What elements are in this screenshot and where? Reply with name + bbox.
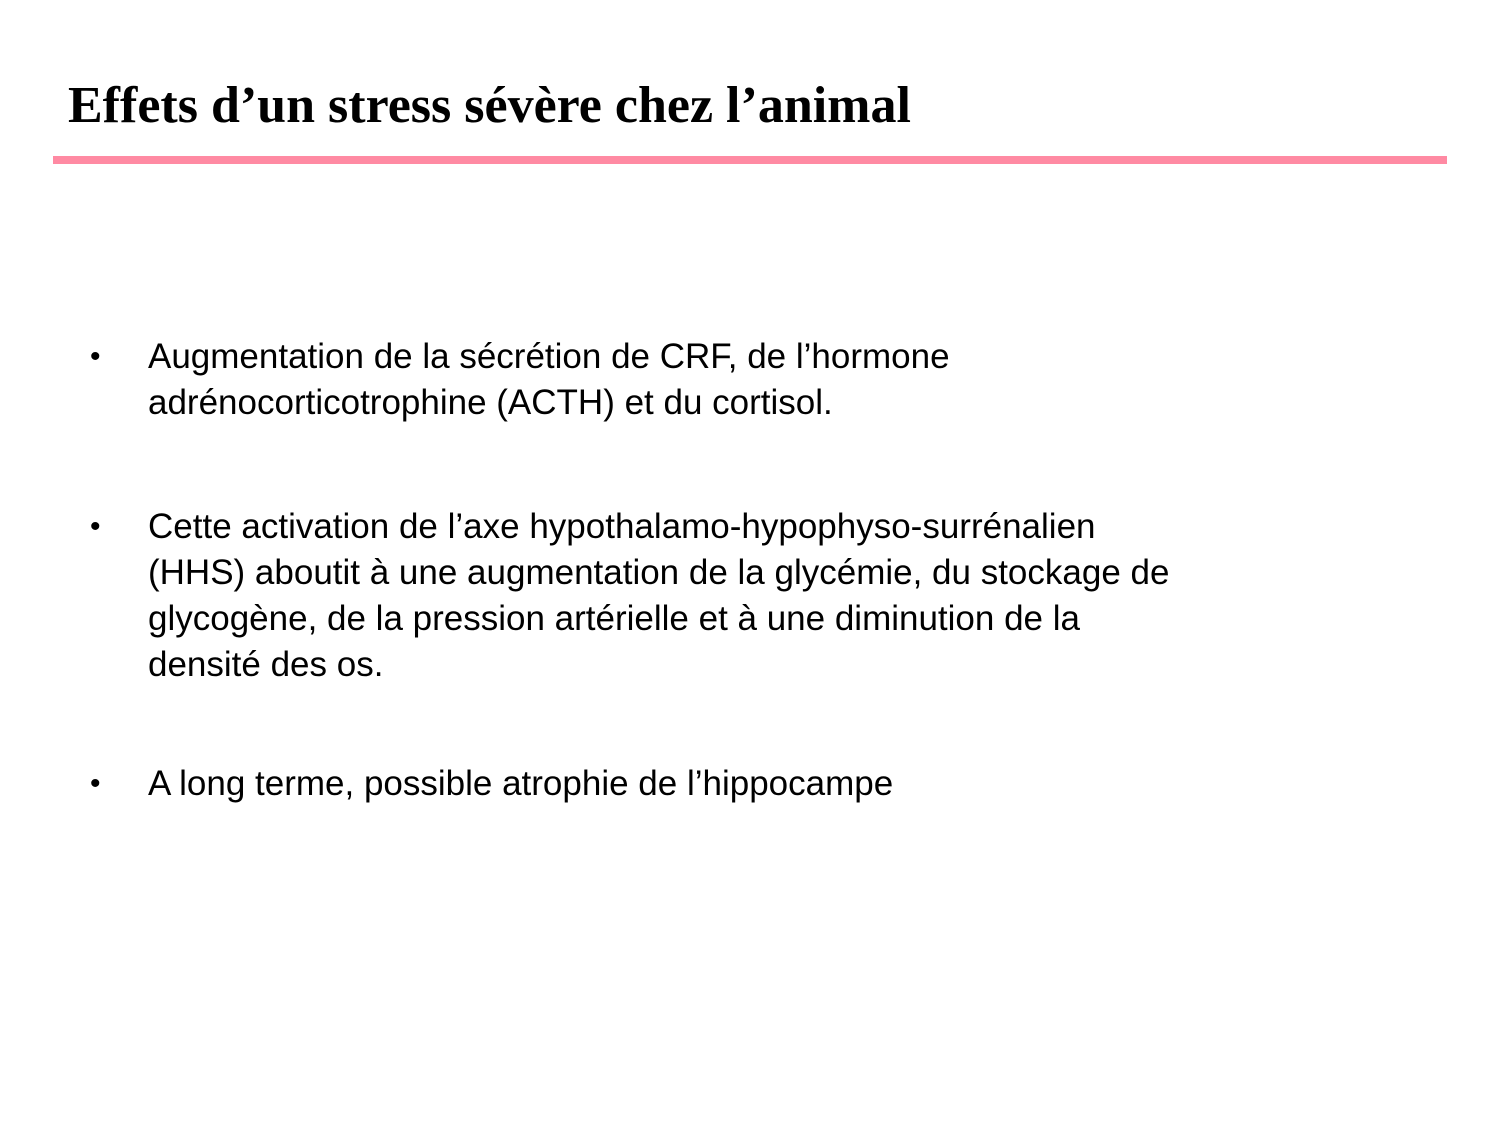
bullet-line: glycogène, de la pression artérielle et à une diminution de la	[148, 599, 1080, 638]
bullet-line: adrénocorticotrophine (ACTH) et du cortisol.	[148, 383, 833, 422]
bullet-text	[148, 504, 1398, 688]
bullet-marker: •	[90, 767, 101, 800]
bullet-text	[148, 334, 1398, 426]
bullet-line: (HHS) aboutit à une augmentation de la glycémie, du stockage de	[148, 553, 1170, 592]
bullet-marker: •	[90, 340, 101, 373]
bullet-marker: •	[90, 510, 101, 543]
bullet-text	[148, 761, 1398, 807]
bullet-line: densité des os.	[148, 645, 384, 684]
title-underline	[53, 156, 1447, 164]
bullet-line: Augmentation de la sécrétion de CRF, de l’hormone	[148, 337, 950, 376]
slide-title: Effets d’un stress sévère chez l’animal	[68, 77, 911, 134]
bullet-line: A long terme, possible atrophie de l’hippocampe	[148, 764, 894, 803]
bullet-line: Cette activation de l’axe hypothalamo-hypophyso-surrénalien	[148, 507, 1096, 546]
